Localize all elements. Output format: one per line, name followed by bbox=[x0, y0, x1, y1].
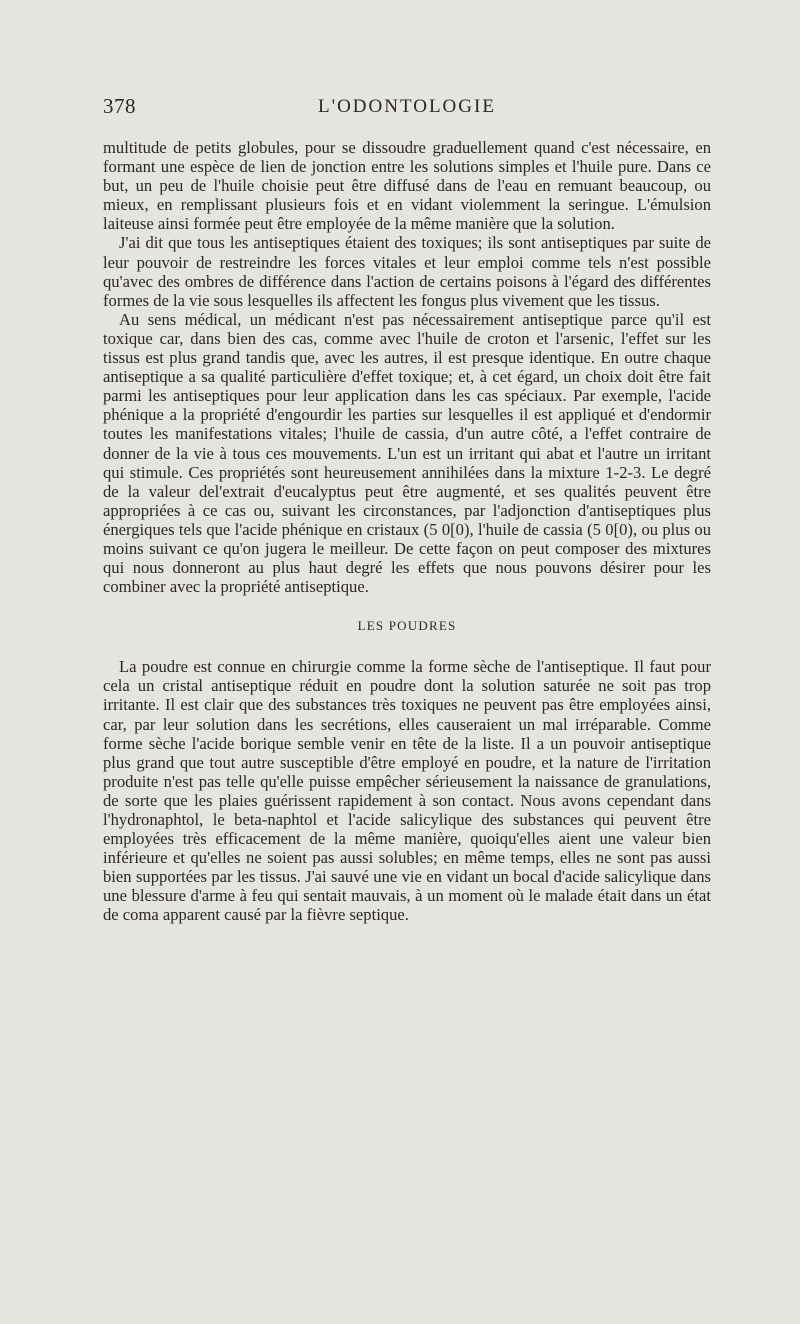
page-body bbox=[103, 138, 711, 925]
section-heading: LES POUDRES bbox=[357, 618, 457, 634]
running-title: L'ODONTOLOGIE bbox=[318, 96, 496, 117]
paragraph-antiseptiques-toxiques: J'ai dit que tous les antiseptiques étaient des toxiques; ils sont antiseptiques par suite de leur pouvoir de restreindre les forces vitales et leur emploi comme tels n'est possible qu'avec des ombres de différence dans l'action de certains poisons à l'égard des différentes formes de la vie sous lesquelles ils affectent les fongus plus vivement que les tissus. bbox=[103, 233, 711, 310]
page-number: 378 bbox=[103, 94, 136, 118]
paragraph-sens-medical: Au sens médical, un médicant n'est pas nécessairement antiseptique parce qu'il est toxique car, dans bien des cas, comme avec l'huile de croton et l'arsenic, l'effet sur les tissus est plus grand tandis que, avec les autres, il est presque identique. En outre chaque antiseptique a sa qualité particulière d'effet toxique; et, à cet égard, un choix doit être fait parmi les antiseptiques pour leur application dans les cas spéciaux. Par exemple, l'acide phénique a la propriété d'engourdir les parties sur lesquelles il est appliqué et d'endormir toutes les manifestations vitales; l'huile de cassia, d'un autre côté, a l'effet contraire de donner de la vie à tous ces mouvements. L'un est un irritant qui abat et l'autre un irritant qui stimule. Ces propriétés sont heureusement annihilées dans la mixture 1-2-3. Le degré de la valeur del'extrait d'eucalyptus peut être augmenté, et ses qualités peuvent être appropriées à ce cas ou, suivant les circonstances, par l'adjonction d'antiseptiques plus énergiques tels que l'acide phénique en cristaux (5 0[0), l'huile de cassia (5 0[0), ou plus ou moins suivant ce qu'on jugera le meilleur. De cette façon on peut composer des mixtures qui nous donneront au plus haut degré les effets que nous pouvons désirer pour les combiner avec la propriété antiseptique. bbox=[103, 309, 711, 597]
page-header bbox=[103, 94, 711, 124]
paragraph-poudres: La poudre est connue en chirurgie comme la forme sèche de l'antiseptique. Il faut pour cela un cristal antiseptique réduit en poudre dont la solution saturée ne soit pas trop irritante. Il est clair que des substances très toxiques ne peuvent pas être employées ainsi, car, par leur solution dans les secrétions, elles causeraient un mal irréparable. Comme forme sèche l'acide borique semble venir en tête de la liste. Il a un pouvoir antiseptique plus grand que tout autre susceptible d'être employé en poudre, et la nature de l'irritation produite n'est pas telle qu'elle puisse empêcher sérieusement la naissance de granulations, de sorte que les plaies guérissent rapidement à son contact. Nous avons cependant dans l'hydronaphtol, le beta-naphtol et l'acide salicylique des substances qui peuvent être employées très efficacement de la même manière, quoiqu'elles aient une valeur bien inférieure et qu'elles ne soient pas aussi solubles; en même temps, elles ne sont pas aussi bien supportées par les tissus. J'ai sauvé une vie en vidant un bocal d'acide salicylique dans une blessure d'arme à feu qui sentait mauvais, à un moment où le malade était dans un état de coma apparent causé par la fièvre septique. bbox=[103, 657, 711, 925]
paragraph-continuation: multitude de petits globules, pour se dissoudre graduellement quand c'est nécessaire, en formant une espèce de lien de jonction entre les solutions simples et l'huile pure. Dans ce but, un peu de l'huile choisie peut être diffusé dans de l'eau en remuant beaucoup, ou mieux, en remplissant plusieurs fois et en vidant violemment la seringue. L'émulsion laiteuse ainsi formée peut être employée de la même manière que la solution. bbox=[103, 138, 711, 234]
